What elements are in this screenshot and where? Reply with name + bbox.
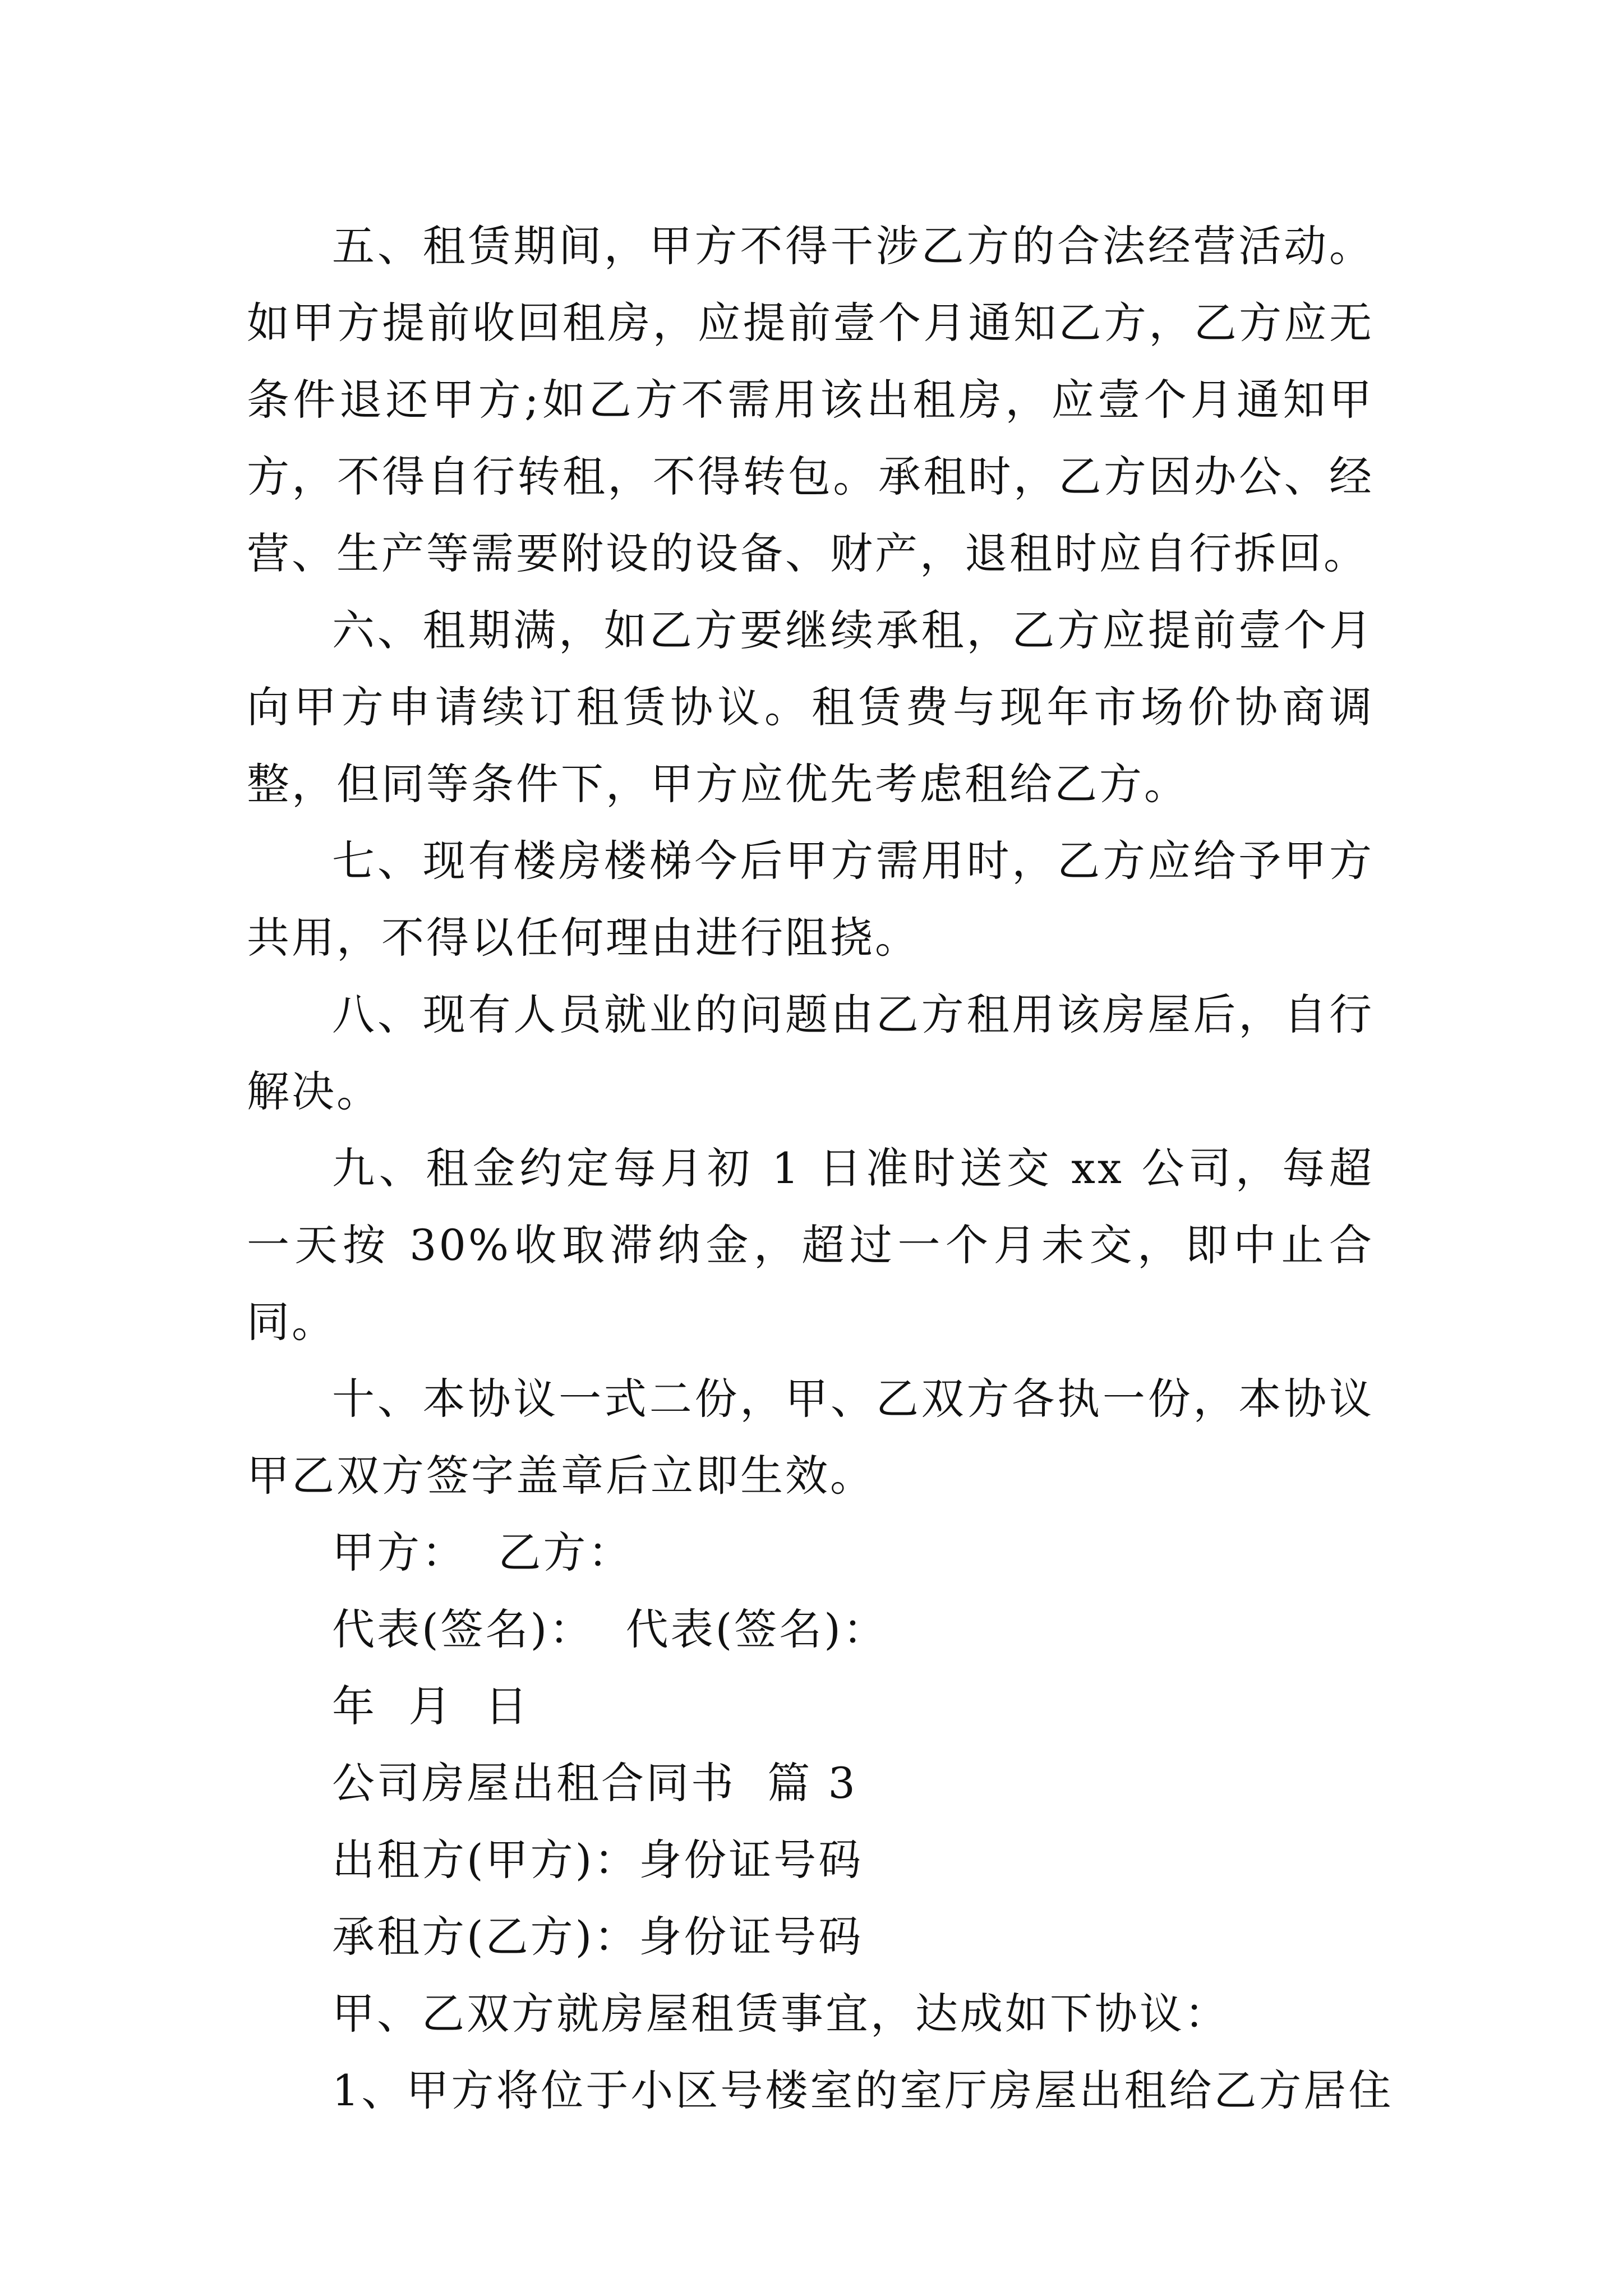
lessee-line: 承租方(乙方)：身份证号码 (332, 1912, 864, 1962)
agreement-intro-line: 甲、乙双方就房屋租赁事宜，达成如下协议： (332, 1989, 1229, 2039)
date-line: 年 月 日 (332, 1681, 530, 1731)
clause-8-paragraph: 八、现有人员就业的问题由乙方租用该房屋后，自行解决。 (247, 990, 1374, 1116)
representative-signature-line: 代表(签名)： 代表(签名)： (332, 1604, 888, 1654)
clause-5-paragraph: 五、租赁期间，甲方不得干涉乙方的合法经营活动。如甲方提前收回租房，应提前壹个月通知乙方，乙方应无条件退还甲方;如乙方不需用该出租房，应壹个月通知甲方，不得自行转租，不得转包。承租时，乙方因办公、经营、生产等需要附设的设备、财产，退租时应自行拆回。 (247, 221, 1374, 578)
clause-7-paragraph: 七、现有楼房楼梯今后甲方需用时，乙方应给予甲方共用，不得以任何理由进行阻挠。 (247, 836, 1374, 963)
clause-6-paragraph: 六、租期满，如乙方要继续承租，乙方应提前壹个月向甲方申请续订租赁协议。租赁费与现年市场价协商调整，但同等条件下，甲方应优先考虑租给乙方。 (247, 605, 1374, 809)
section-title: 公司房屋出租合同书 篇 3 (332, 1758, 857, 1808)
lessor-line: 出租方(甲方)：身份证号码 (332, 1835, 864, 1885)
party-signature-line: 甲方： 乙方： (332, 1527, 633, 1577)
clause-1-line: 1、甲方将位于小区号楼室的室厅房屋出租给乙方居住 (332, 2065, 1394, 2115)
clause-9-paragraph: 九、租金约定每月初 1 日准时送交 xx 公司，每超一天按 30%收取滞纳金，超过一个月未交，即中止合同。 (247, 1143, 1374, 1347)
clause-10-paragraph: 十、本协议一式二份，甲、乙双方各执一份，本协议甲乙双方签字盖章后立即生效。 (247, 1374, 1374, 1501)
document-body (247, 208, 1394, 2129)
